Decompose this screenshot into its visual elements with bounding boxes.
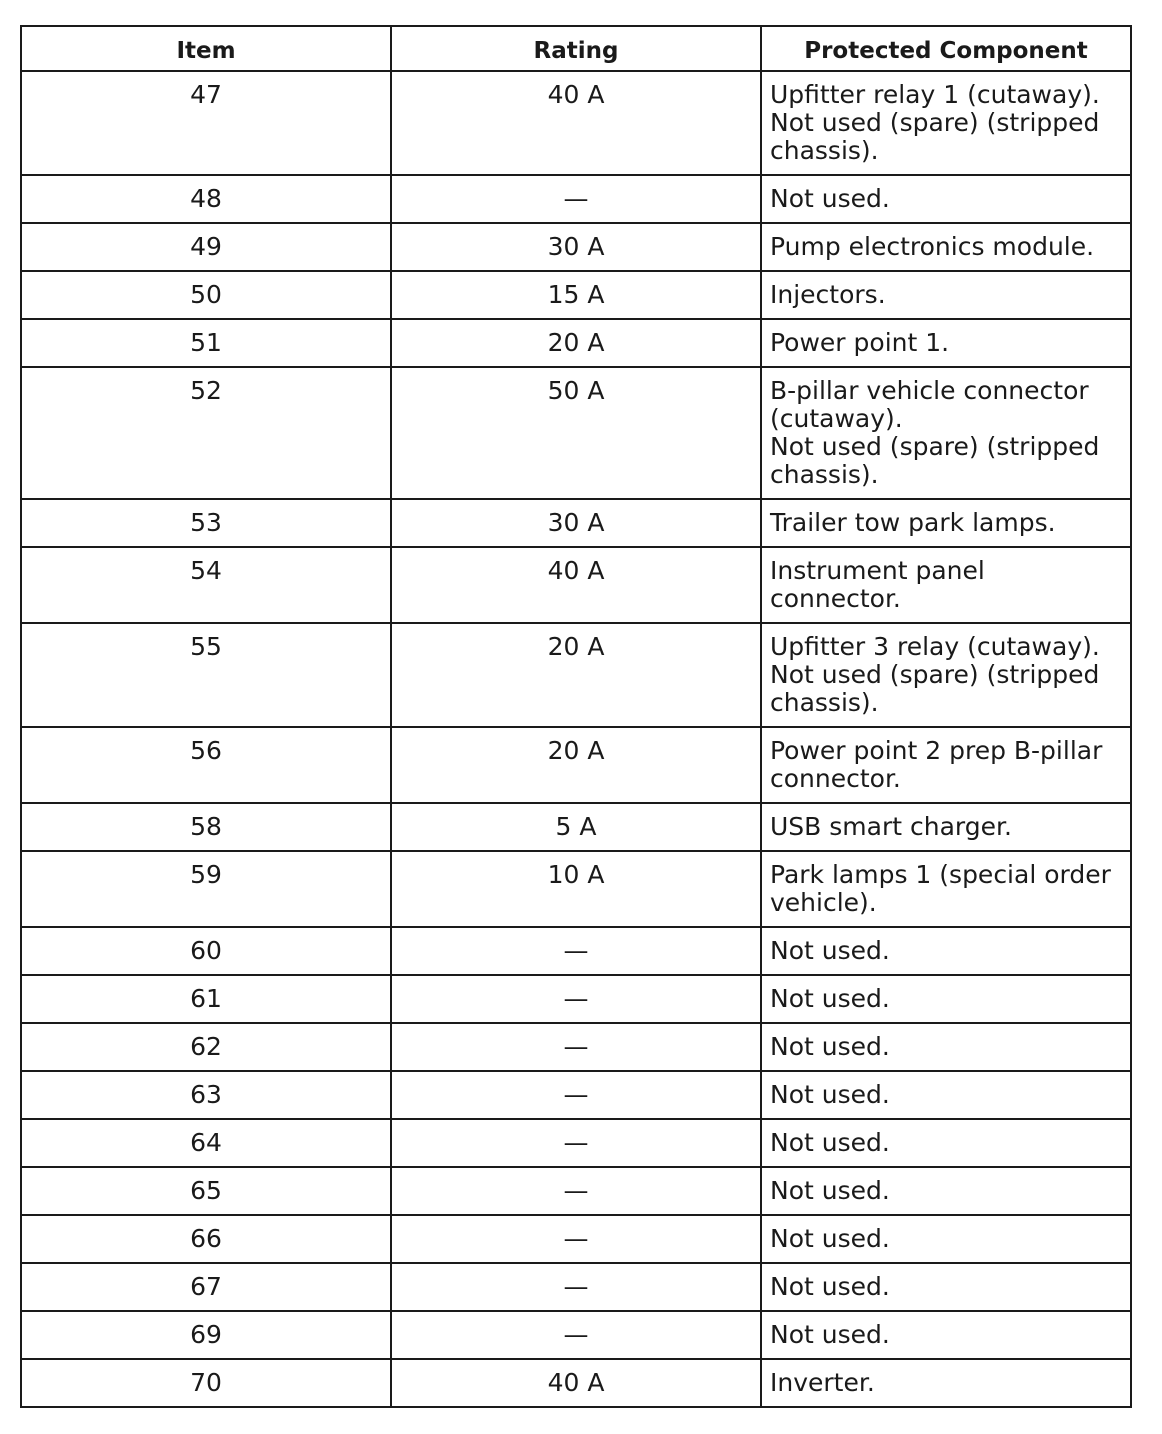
table-row (21, 803, 1131, 851)
item-cell: 61 (21, 975, 391, 1023)
protected-component-cell: Not used. (761, 175, 1131, 223)
protected-component-cell: Not used. (761, 1071, 1131, 1119)
protected-component-cell: Pump electronics module. (761, 223, 1131, 271)
protected-component-cell: Park lamps 1 (special order vehicle). (761, 851, 1131, 927)
table-row (21, 623, 1131, 727)
table-row (21, 727, 1131, 803)
protected-component-cell: Instrument panel connector. (761, 547, 1131, 623)
table-row (21, 1119, 1131, 1167)
protected-component-cell: B-pillar vehicle connector (cutaway). Not used (spare) (stripped chassis). (761, 367, 1131, 499)
table-row (21, 975, 1131, 1023)
rating-cell: 40 A (391, 547, 761, 623)
table-header-row (21, 26, 1131, 71)
item-cell: 52 (21, 367, 391, 499)
rating-cell: 30 A (391, 223, 761, 271)
rating-cell: 10 A (391, 851, 761, 927)
protected-component-cell: Inverter. (761, 1359, 1131, 1407)
rating-cell: — (391, 1071, 761, 1119)
table-row (21, 547, 1131, 623)
table-row (21, 1359, 1131, 1407)
item-cell: 47 (21, 71, 391, 175)
protected-component-cell: Upfitter relay 1 (cutaway). Not used (spare) (stripped chassis). (761, 71, 1131, 175)
rating-cell: 20 A (391, 727, 761, 803)
item-cell: 70 (21, 1359, 391, 1407)
rating-cell: 20 A (391, 319, 761, 367)
table-row (21, 927, 1131, 975)
rating-cell: — (391, 975, 761, 1023)
rating-cell: 30 A (391, 499, 761, 547)
table-row (21, 851, 1131, 927)
item-cell: 62 (21, 1023, 391, 1071)
protected-component-cell: Not used. (761, 1263, 1131, 1311)
rating-cell: — (391, 927, 761, 975)
item-cell: 55 (21, 623, 391, 727)
rating-cell: — (391, 1167, 761, 1215)
item-cell: 69 (21, 1311, 391, 1359)
rating-cell: — (391, 1311, 761, 1359)
rating-cell: — (391, 175, 761, 223)
protected-component-cell: Not used. (761, 1023, 1131, 1071)
protected-component-cell: Trailer tow park lamps. (761, 499, 1131, 547)
rating-cell: 40 A (391, 1359, 761, 1407)
protected-component-cell: Not used. (761, 1167, 1131, 1215)
protected-component-cell: Injectors. (761, 271, 1131, 319)
item-cell: 51 (21, 319, 391, 367)
protected-component-cell: Not used. (761, 1311, 1131, 1359)
table-body (21, 71, 1131, 1407)
fuse-table (20, 25, 1132, 1408)
protected-component-cell: Not used. (761, 975, 1131, 1023)
table-row (21, 319, 1131, 367)
rating-cell: — (391, 1023, 761, 1071)
protected-component-cell: Upfitter 3 relay (cutaway). Not used (spare) (stripped chassis). (761, 623, 1131, 727)
item-cell: 60 (21, 927, 391, 975)
rating-cell: 50 A (391, 367, 761, 499)
protected-component-cell: Power point 1. (761, 319, 1131, 367)
protected-component-cell: USB smart charger. (761, 803, 1131, 851)
table-row (21, 1071, 1131, 1119)
rating-cell: — (391, 1215, 761, 1263)
item-cell: 59 (21, 851, 391, 927)
table-row (21, 1263, 1131, 1311)
protected-component-cell: Not used. (761, 1119, 1131, 1167)
rating-cell: 15 A (391, 271, 761, 319)
item-cell: 48 (21, 175, 391, 223)
item-cell: 65 (21, 1167, 391, 1215)
column-header-rating: Rating (391, 26, 761, 71)
protected-component-cell: Not used. (761, 927, 1131, 975)
rating-cell: — (391, 1119, 761, 1167)
table-row (21, 499, 1131, 547)
table-row (21, 223, 1131, 271)
item-cell: 64 (21, 1119, 391, 1167)
rating-cell: 40 A (391, 71, 761, 175)
item-cell: 63 (21, 1071, 391, 1119)
table-row (21, 1215, 1131, 1263)
item-cell: 67 (21, 1263, 391, 1311)
item-cell: 54 (21, 547, 391, 623)
item-cell: 66 (21, 1215, 391, 1263)
table-row (21, 1023, 1131, 1071)
rating-cell: — (391, 1263, 761, 1311)
table-row (21, 271, 1131, 319)
rating-cell: 20 A (391, 623, 761, 727)
protected-component-cell: Power point 2 prep B-pillar connector. (761, 727, 1131, 803)
protected-component-cell: Not used. (761, 1215, 1131, 1263)
item-cell: 56 (21, 727, 391, 803)
table-row (21, 1311, 1131, 1359)
table-row (21, 71, 1131, 175)
item-cell: 50 (21, 271, 391, 319)
table-row (21, 367, 1131, 499)
column-header-item: Item (21, 26, 391, 71)
table-row (21, 1167, 1131, 1215)
item-cell: 49 (21, 223, 391, 271)
table-row (21, 175, 1131, 223)
item-cell: 58 (21, 803, 391, 851)
column-header-protected-component: Protected Component (761, 26, 1131, 71)
rating-cell: 5 A (391, 803, 761, 851)
item-cell: 53 (21, 499, 391, 547)
